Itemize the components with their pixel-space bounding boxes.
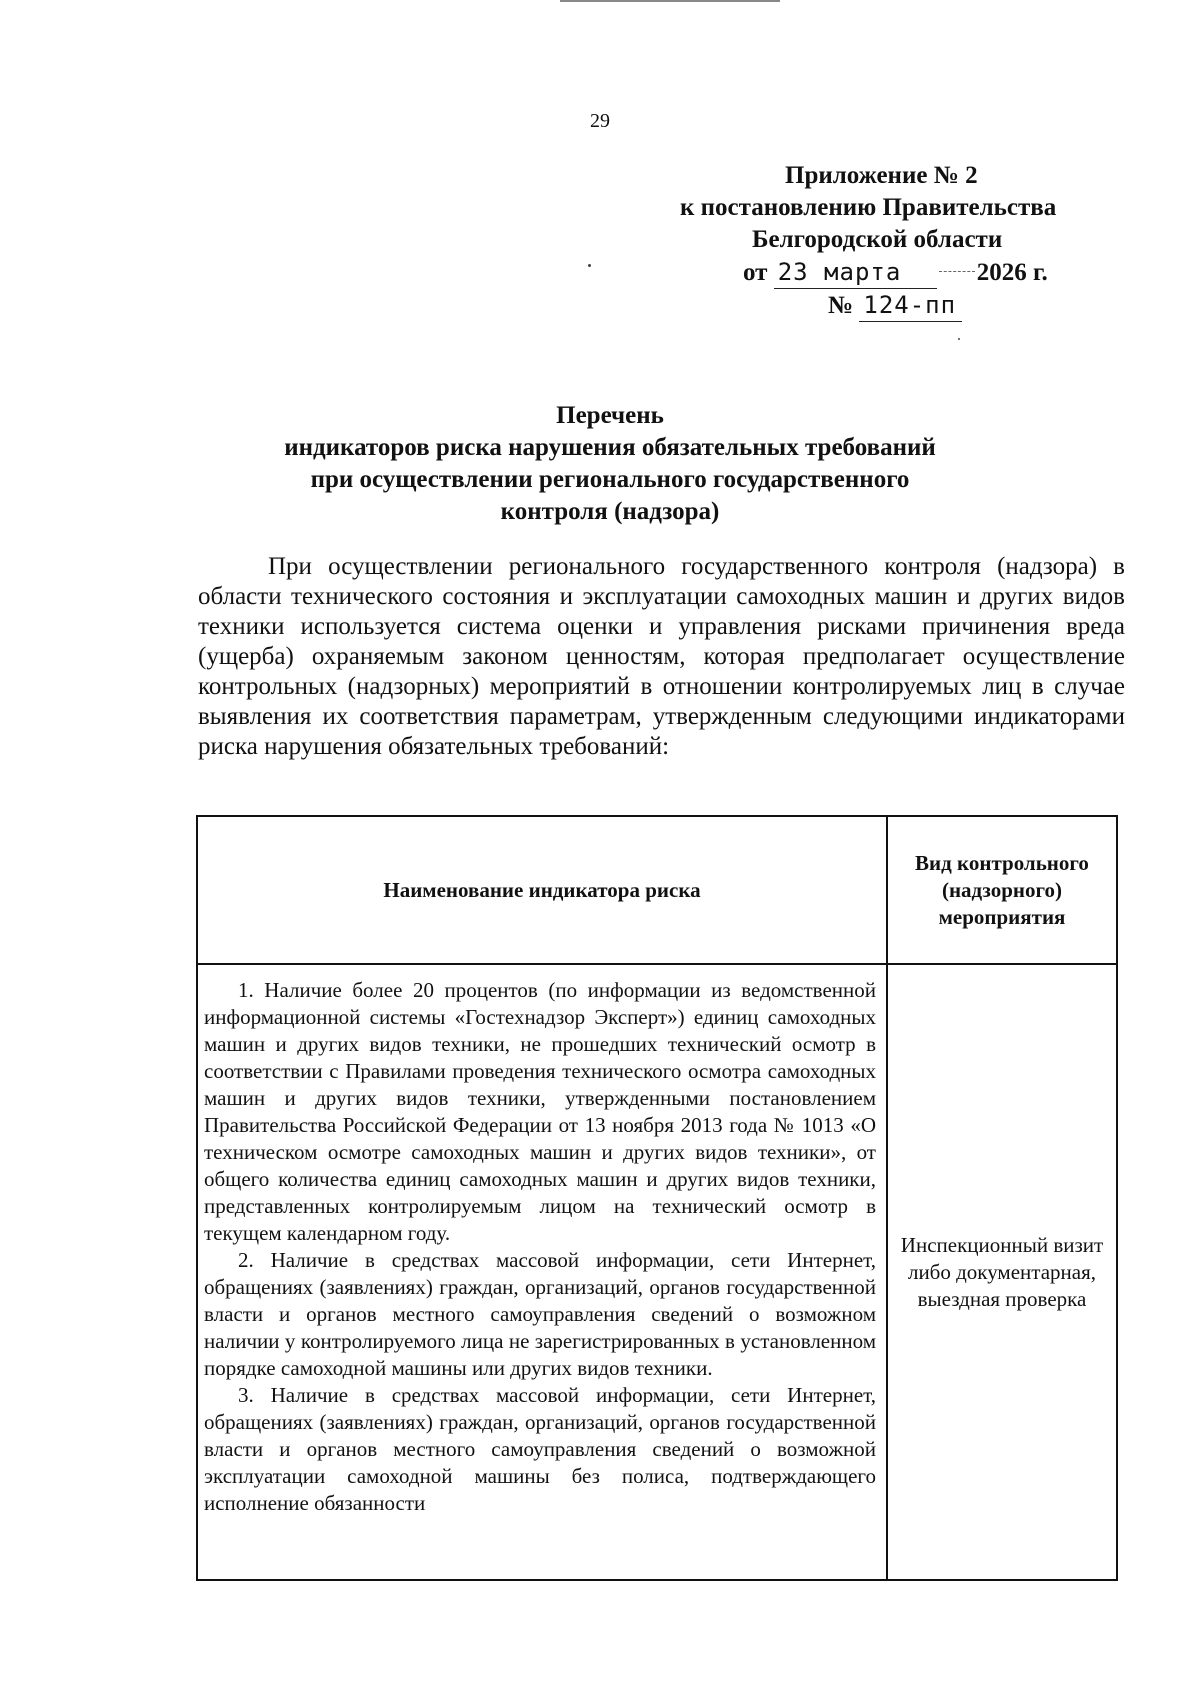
indicator-list-cell [197,964,887,1580]
date-handwritten: 23 марта [774,256,937,289]
title-line-2: индикаторов риска нарушения обязательных требований [284,434,936,461]
appendix-resolution-ref: к постановлению Правительства [680,194,1057,221]
page-number: 29 [590,110,610,132]
appendix-header [680,160,1100,322]
scan-speck [958,338,960,340]
title-line-1: Перечень [556,402,664,429]
date-year: 2026 г. [976,259,1048,286]
document-title [180,400,1040,528]
scan-artifact-line [560,0,780,2]
risk-indicators-table [196,815,1118,1581]
date-dash [939,271,975,272]
indicator-item-3: 3. Наличие в средствах массовой информации, сети Интернет, обращениях (заявлениях) граждан, организаций, органов государственной власти и органов местного самоуправления сведений о возможной эксплуатации самоходной машины без полиса, подтверждающего исполнение обязанности [204,1383,876,1515]
header-control-type: Вид контрольного (надзорного) мероприятия [887,816,1117,964]
intro-paragraph: При осуществлении регионального государственного контроля (надзора) в области технического состояния и эксплуатации самоходных машин и других видов техники используется система оценки и управления рисками причинения вреда (ущерба) охраняемым законом ценностям, которая предполагает осуществление контрольных (надзорных) мероприятий в отношении контролируемых лиц в случае выявления их соответствия параметрам, утвержденным следующими индикаторами риска нарушения обязательных требований: [198,553,1125,760]
number-handwritten: 124-пп [859,289,962,322]
date-prefix: от [743,259,768,286]
number-prefix: № [828,292,854,319]
control-type-cell: Инспекционный визит либо документарная, выездная проверка [887,964,1117,1580]
table-header-row [197,816,1117,964]
appendix-doc-number [680,289,1100,322]
title-line-4: контроля (надзора) [500,498,720,525]
table-row [197,964,1117,1580]
indicator-item-1: 1. Наличие более 20 процентов (по информации из ведомственной информационной системы «Гостехнадзор Эксперт») единиц самоходных машин и других видов техники, не прошедших технический осмотр в соответствии с Правилами проведения технического осмотра самоходных машин и других видов техники, утвержденными постановлением Правительства Российской Федерации от 13 ноября 2013 года № 1013 «О техническом осмотре самоходных машин и других видов техники», от общего количества единиц самоходных машин и других видов техники, представленных контролируемым лицом на технический осмотр в текущем календарном году. [204,978,876,1245]
scan-speck [588,264,591,267]
appendix-date [680,256,1100,289]
title-line-3: при осуществлении регионального государственного [310,466,910,493]
appendix-number: Приложение № 2 [785,162,978,189]
appendix-region: Белгородской области [752,226,1003,253]
indicator-item-2: 2. Наличие в средствах массовой информации, сети Интернет, обращениях (заявлениях) граждан, организаций, органов государственной власти и органов местного самоуправления сведений о возможном наличии у контролируемого лица не зарегистрированных в установленном порядке самоходной машины или других видов техники. [204,1248,876,1380]
header-indicator-name: Наименование индикатора риска [197,816,887,964]
